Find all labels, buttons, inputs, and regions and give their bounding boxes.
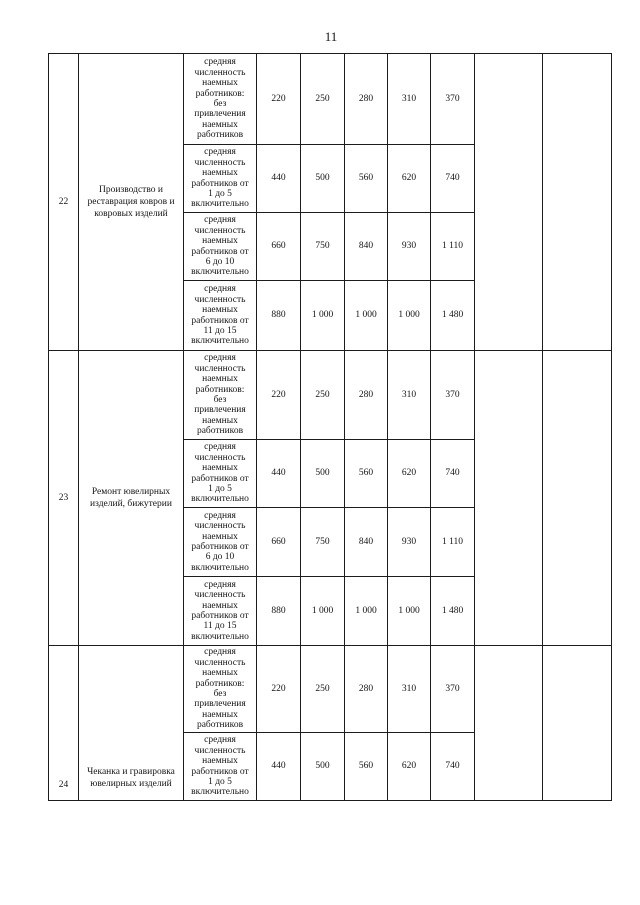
- category-cell: средняя численность наемных работников: без привлечения наемных работников: [184, 351, 257, 440]
- value-cell: 750: [301, 213, 345, 281]
- value-cell: 930: [388, 508, 431, 577]
- category-cell: средняя численность наемных работников от 6 до 10 включительно: [184, 508, 257, 577]
- category-cell: средняя численность наемных работников: без привлечения наемных работников: [184, 646, 257, 733]
- category-cell: средняя численность наемных работников от 1 до 5 включительно: [184, 440, 257, 508]
- value-cell: 440: [257, 440, 301, 508]
- category-cell: средняя численность наемных работников от 1 до 5 включительно: [184, 145, 257, 213]
- value-cell: 220: [257, 646, 301, 733]
- value-cell: 280: [345, 646, 388, 733]
- value-cell: 280: [345, 351, 388, 440]
- value-cell: 740: [431, 733, 475, 801]
- value-cell: 660: [257, 508, 301, 577]
- value-cell: 1 110: [431, 508, 475, 577]
- value-cell: 1 000: [301, 281, 345, 351]
- value-cell: 620: [388, 145, 431, 213]
- value-cell: 620: [388, 733, 431, 801]
- value-cell: 370: [431, 646, 475, 733]
- empty-cell: [543, 351, 612, 646]
- empty-cell: [475, 54, 543, 351]
- value-cell: 880: [257, 281, 301, 351]
- value-cell: 560: [345, 733, 388, 801]
- value-cell: 310: [388, 54, 431, 145]
- value-cell: 500: [301, 440, 345, 508]
- value-cell: 310: [388, 351, 431, 440]
- category-cell: средняя численность наемных работников от 6 до 10 включительно: [184, 213, 257, 281]
- category-cell: средняя численность наемных работников от 1 до 5 включительно: [184, 733, 257, 801]
- category-cell: средняя численность наемных работников от 11 до 15 включительно: [184, 281, 257, 351]
- activity-cell: Ремонт ювелирных изделий, бижутерии: [79, 351, 184, 646]
- value-cell: 1 110: [431, 213, 475, 281]
- category-cell: средняя численность наемных работников: без привлечения наемных работников: [184, 54, 257, 145]
- value-cell: 880: [257, 577, 301, 646]
- value-cell: 370: [431, 351, 475, 440]
- row-number-cell: 23: [49, 351, 79, 646]
- value-cell: 560: [345, 440, 388, 508]
- value-cell: 220: [257, 351, 301, 440]
- value-cell: 1 000: [388, 281, 431, 351]
- empty-cell: [543, 646, 612, 801]
- value-cell: 440: [257, 733, 301, 801]
- table-body: [49, 54, 612, 801]
- page-number: 11: [324, 29, 338, 44]
- value-cell: 310: [388, 646, 431, 733]
- value-cell: 1 000: [345, 577, 388, 646]
- value-cell: 740: [431, 440, 475, 508]
- value-cell: 1 480: [431, 281, 475, 351]
- table-row: [49, 351, 612, 440]
- value-cell: 250: [301, 54, 345, 145]
- value-cell: 370: [431, 54, 475, 145]
- value-cell: 620: [388, 440, 431, 508]
- value-cell: 500: [301, 145, 345, 213]
- value-cell: 1 000: [345, 281, 388, 351]
- value-cell: 440: [257, 145, 301, 213]
- value-cell: 500: [301, 733, 345, 801]
- value-cell: 280: [345, 54, 388, 145]
- value-cell: 560: [345, 145, 388, 213]
- value-cell: 250: [301, 351, 345, 440]
- row-number-cell: 24: [49, 646, 79, 801]
- value-cell: 740: [431, 145, 475, 213]
- value-cell: 930: [388, 213, 431, 281]
- value-cell: 840: [345, 213, 388, 281]
- table-row: [49, 54, 612, 145]
- activity-cell: Чеканка и гравировка ювелирных изделий: [79, 646, 184, 801]
- activity-cell: Производство и реставрация ковров и ковровых изделий: [79, 54, 184, 351]
- value-cell: 1 480: [431, 577, 475, 646]
- value-cell: 220: [257, 54, 301, 145]
- value-cell: 1 000: [301, 577, 345, 646]
- empty-cell: [543, 54, 612, 351]
- rates-table: [48, 53, 612, 801]
- value-cell: 250: [301, 646, 345, 733]
- value-cell: 1 000: [388, 577, 431, 646]
- empty-cell: [475, 351, 543, 646]
- empty-cell: [475, 646, 543, 801]
- value-cell: 660: [257, 213, 301, 281]
- category-cell: средняя численность наемных работников от 11 до 15 включительно: [184, 577, 257, 646]
- table-row: [49, 646, 612, 733]
- row-number-cell: 22: [49, 54, 79, 351]
- value-cell: 840: [345, 508, 388, 577]
- value-cell: 750: [301, 508, 345, 577]
